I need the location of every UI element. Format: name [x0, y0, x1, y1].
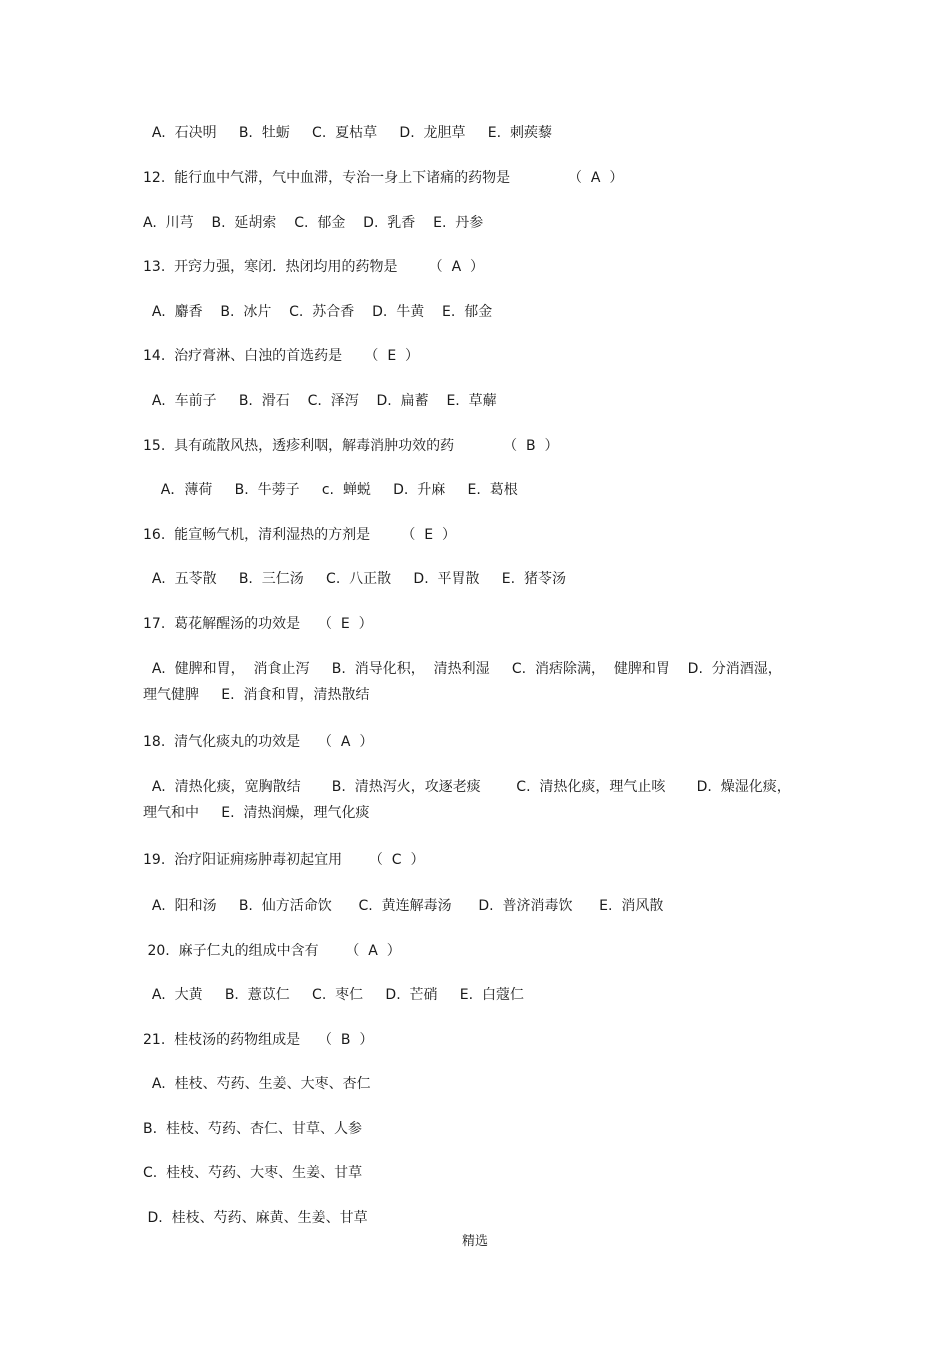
text-line: 13. 开窍力强，寒闭. 热闭均用的药物是 （ A ）	[143, 259, 485, 275]
text-line: 20. 麻子仁丸的组成中含有 （ A ）	[143, 943, 401, 959]
text-line: 理气健脾 E. 消食和胃，清热散结	[143, 687, 370, 703]
text-line: 19. 治疗阳证痈疡肿毒初起宜用 （ C ）	[143, 852, 425, 868]
text-line: A. 川芎 B. 延胡索 C. 郁金 D. 乳香 E. 丹参	[143, 215, 484, 231]
text-line: 21. 桂枝汤的药物组成是 （ B ）	[143, 1032, 374, 1048]
text-line: D. 桂枝、芍药、麻黄、生姜、甘草	[143, 1210, 368, 1226]
text-line: 16. 能宣畅气机，清利湿热的方剂是 （ E ）	[143, 527, 456, 543]
text-line: 理气和中 E. 清热润燥，理气化痰	[143, 805, 370, 821]
text-line: A. 石决明 B. 牡蛎 C. 夏枯草 D. 龙胆草 E. 刺蒺藜	[143, 125, 552, 141]
text-line: A. 健脾和胃， 消食止泻 B. 消导化积， 清热利湿 C. 消痞除满， 健脾和胃 D. 分消酒湿，	[143, 661, 782, 677]
text-line: A. 麝香 B. 冰片 C. 苏合香 D. 牛黄 E. 郁金	[143, 304, 493, 320]
text-line: 18. 清气化痰丸的功效是 （ A ）	[143, 734, 374, 750]
text-line: A. 阳和汤 B. 仙方活命饮 C. 黄连解毒汤 D. 普济消毒饮 E. 消风散	[143, 898, 664, 914]
text-line: A. 桂枝、芍药、生姜、大枣、杏仁	[143, 1076, 371, 1092]
text-line: A. 大黄 B. 薏苡仁 C. 枣仁 D. 芒硝 E. 白蔻仁	[143, 987, 524, 1003]
text-line: 17. 葛花解醒汤的功效是 （ E ）	[143, 616, 373, 632]
text-line: A．薄荷 B. 牛蒡子 c. 蝉蜕 D. 升麻 E. 葛根	[143, 482, 518, 498]
text-line: C. 桂枝、芍药、大枣、生姜、甘草	[143, 1165, 363, 1181]
page-footer: 精选	[461, 1234, 488, 1249]
text-line: 14. 治疗膏淋、白浊的首选药是 （ E ）	[143, 348, 420, 364]
text-line: 15. 具有疏散风热，透疹利咽，解毒消肿功效的药 （ B ）	[143, 438, 559, 454]
text-line: 12. 能行血中气滞，气中血滞，专治一身上下诸痛的药物是 （ A ）	[143, 170, 624, 186]
text-line: A. 清热化痰，宽胸散结 B. 清热泻火，攻逐老痰 C. 清热化痰，理气止咳 D. 燥湿化痰，	[143, 779, 791, 795]
text-line: A. 五苓散 B. 三仁汤 C. 八正散 D. 平胃散 E. 猪苓汤	[143, 571, 566, 587]
text-line: B. 桂枝、芍药、杏仁、甘草、人参	[143, 1121, 362, 1137]
text-line: A. 车前子 B. 滑石 C. 泽泻 D. 扁蓄 E. 草薢	[143, 393, 497, 409]
